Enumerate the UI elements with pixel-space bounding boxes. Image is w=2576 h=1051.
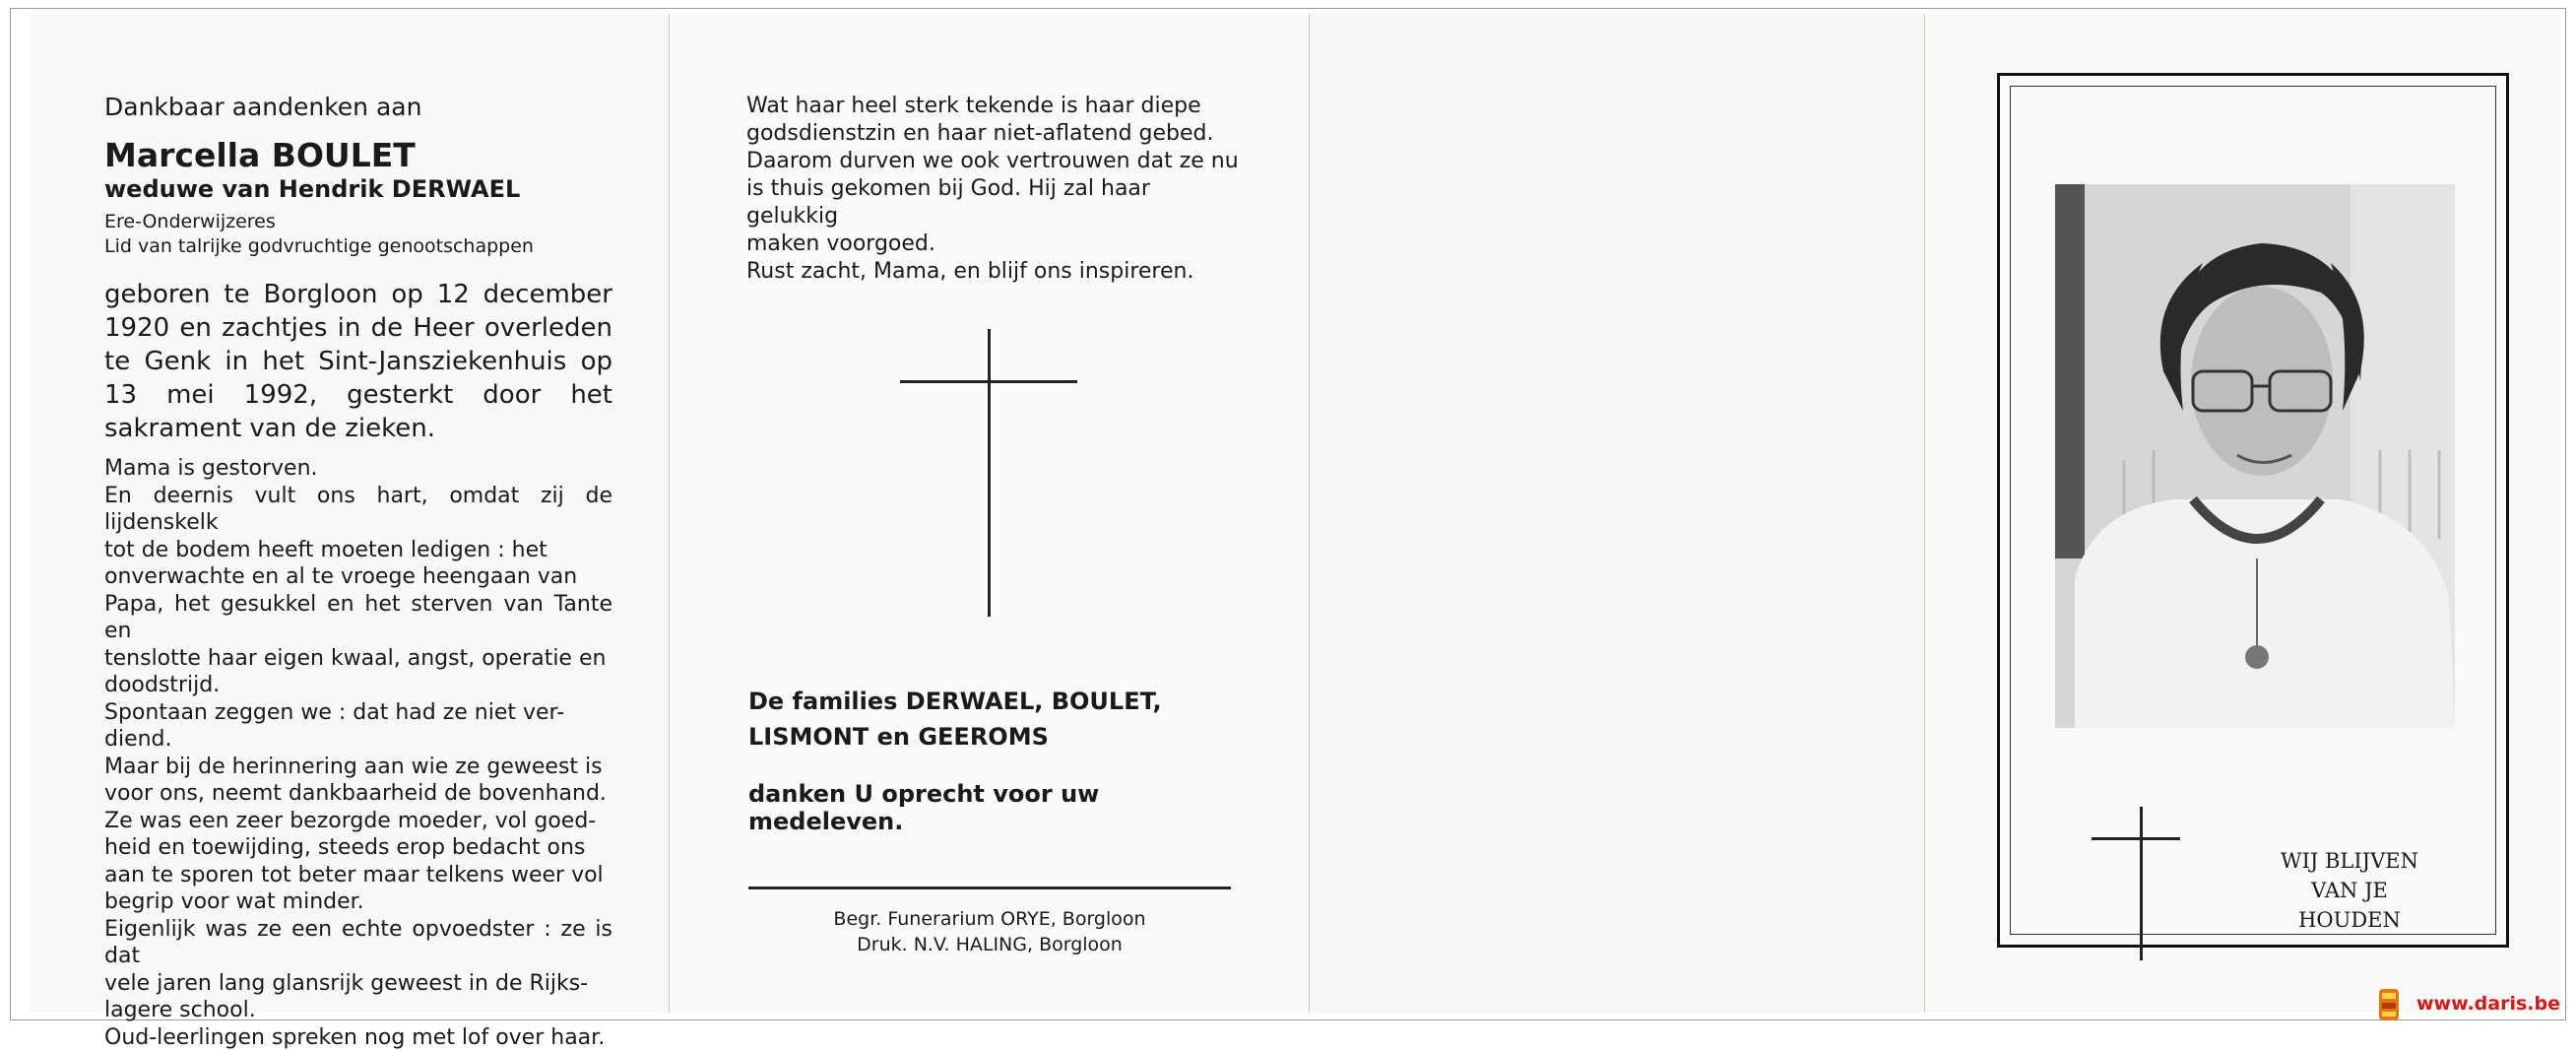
tribute-line: voor ons, neemt dankbaarheid de bovenhand. [104, 780, 612, 808]
families-text [748, 684, 1241, 755]
deceased-name: Marcella BOULET [104, 136, 616, 174]
tribute-line: begrip voor wat minder. [104, 888, 612, 916]
verse-text [746, 93, 1239, 286]
families-line: De families DERWAEL, BOULET, [748, 684, 1241, 719]
daris-logo-icon [2376, 985, 2402, 1024]
tribute-line: tenslotte haar eigen kwaal, angst, operatie en [104, 645, 612, 673]
portrait-photo [2055, 184, 2455, 728]
verse-line: Daarom durven we ook vertrouwen dat ze nu [746, 148, 1239, 175]
panel-verse [670, 14, 1310, 1013]
verse-line: godsdienstzin en haar niet-aflatend gebed. [746, 120, 1239, 148]
tribute-line: heid en toewijding, steeds erop bedacht ons [104, 834, 612, 862]
tribute-text [104, 455, 612, 1051]
families-line: LISMONT en GEEROMS [748, 719, 1241, 755]
portrait-image [2055, 184, 2455, 728]
panel-blank [1310, 14, 1925, 1013]
tribute-line: Eigenlijk was ze een echte opvoedster : ze is dat [104, 916, 612, 970]
tribute-line: Maar bij de herinnering aan wie ze geweest is [104, 754, 612, 781]
verse-line: is thuis gekomen bij God. Hij zal haar gelukkig [746, 175, 1239, 230]
cross-icon [988, 329, 991, 617]
tribute-line: Mama is gestorven. [104, 455, 612, 483]
membership: Lid van talrijke godvruchtige genootschappen [104, 235, 616, 257]
tribute-line: aan te sporen tot beter maar telkens weer vol [104, 862, 612, 889]
tribute-line: En deernis vult ons hart, omdat zij de lijdenskelk [104, 483, 612, 537]
verse-line: maken voorgoed. [746, 230, 1239, 258]
intro-text: Dankbaar aandenken aan [104, 93, 616, 121]
verse-line: Rust zacht, Mama, en blijf ons inspireren. [746, 258, 1239, 286]
portrait-frame [1997, 73, 2509, 948]
tribute-line: Papa, het gesukkel en het sterven van Tante en [104, 591, 612, 645]
motto [2236, 846, 2463, 935]
tribute-line: Ze was een zeer bezorgde moeder, vol goed- [104, 808, 612, 835]
cross-icon-bar [2092, 837, 2180, 840]
credit-line: Druk. N.V. HALING, Borgloon [748, 932, 1231, 957]
credit-line: Begr. Funerarium ORYE, Borgloon [748, 906, 1231, 932]
panel-biography [30, 14, 670, 1013]
birth-death-text: geboren te Borgloon op 12 december 1920 en zachtjes in de Heer overleden te Genk in het Sint-Jansziekenhuis op 13 mei 1992, gesterkt door het sakrament van de zieken. [104, 278, 612, 445]
tribute-line: diend. [104, 726, 612, 754]
cross-icon [2140, 807, 2143, 960]
tribute-line: tot de bodem heeft moeten ledigen : het [104, 537, 612, 564]
tribute-line: doodstrijd. [104, 672, 612, 699]
tribute-line: vele jaren lang glansrijk geweest in de Rijks- [104, 970, 612, 998]
motto-line: WIJ BLIJVEN [2236, 846, 2463, 876]
watermark-url[interactable]: www.daris.be [2416, 993, 2560, 1015]
thanks-text: danken U oprecht voor uw medeleven. [748, 780, 1260, 835]
tribute-line: Spontaan zeggen we : dat had ze niet ver- [104, 699, 612, 727]
divider [748, 887, 1231, 889]
motto-line: HOUDEN [2236, 905, 2463, 935]
verse-line: Wat haar heel sterk tekende is haar diepe [746, 93, 1239, 120]
tribute-line: lagere school. [104, 997, 612, 1024]
profession: Ere-Onderwijzeres [104, 211, 616, 232]
tribute-line: onverwachte en al te vroege heengaan van [104, 563, 612, 591]
widow-of: weduwe van Hendrik DERWAEL [104, 175, 616, 203]
credits [748, 906, 1231, 957]
motto-line: VAN JE [2236, 876, 2463, 905]
panel-portrait [1925, 14, 2560, 1013]
tribute-line: Oud-leerlingen spreken nog met lof over haar. [104, 1024, 612, 1051]
